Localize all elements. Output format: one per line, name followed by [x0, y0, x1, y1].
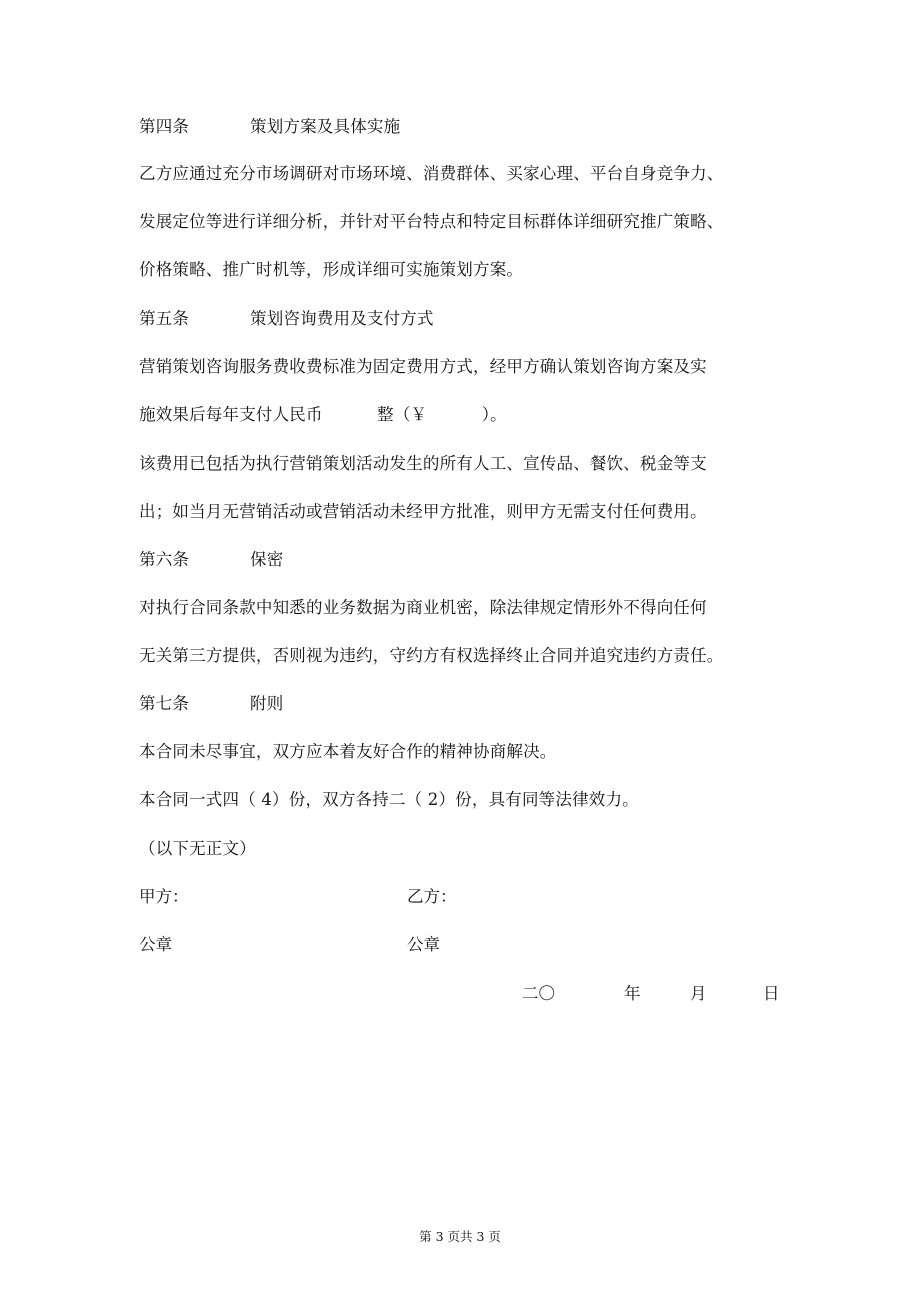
article7-number: 第七条 [139, 694, 190, 713]
article6-line-1: 对执行合同条款中知悉的业务数据为商业机密，除法律规定情形外不得向任何 [139, 598, 707, 617]
article5-line-2: 施效果后每年支付人民币 整（￥ ）。 [139, 405, 507, 424]
article7-line-2: 本合同一式四（ 4）份，双方各持二（ 2）份，具有同等法律效力。 [139, 790, 639, 809]
party-a-seal: 公章 [139, 935, 172, 954]
article4-title: 策划方案及具体实施 [250, 117, 401, 136]
article6-title: 保密 [250, 550, 284, 569]
end-note: （以下无正文） [139, 839, 256, 858]
page-footer: 第 3 页共 3 页 [419, 1229, 501, 1244]
article5-title: 策划咨询费用及支付方式 [250, 309, 434, 328]
article6-number: 第六条 [139, 550, 190, 569]
article7-line-1: 本合同未尽事宜，双方应本着友好合作的精神协商解决。 [139, 742, 557, 761]
article5-line-1: 营销策划咨询服务费收费标准为固定费用方式，经甲方确认策划咨询方案及实 [139, 357, 707, 376]
article6-line-2: 无关第三方提供，否则视为违约，守约方有权选择终止合同并追究违约方责任。 [139, 646, 724, 665]
article4-line-3: 价格策略、推广时机等，形成详细可实施策划方案。 [139, 260, 524, 279]
date-prefix: 二〇 [522, 984, 555, 1003]
article7-title: 附则 [250, 694, 284, 713]
article5-number: 第五条 [139, 309, 190, 328]
party-b-seal: 公章 [407, 935, 440, 954]
date-month: 月 [690, 984, 707, 1003]
article5-line-4: 出；如当月无营销活动或营销活动未经甲方批准，则甲方无需支付任何费用。 [139, 502, 707, 521]
party-a-label: 甲方： [139, 887, 189, 906]
party-b-label: 乙方： [407, 887, 457, 906]
article5-line-3: 该费用已包括为执行营销策划活动发生的所有人工、宣传品、餐饮、税金等支 [139, 454, 707, 473]
date-day: 日 [763, 984, 780, 1003]
date-year: 年 [624, 984, 641, 1003]
article4-line-2: 发展定位等进行详细分析，并针对平台特点和特定目标群体详细研究推广策略、 [139, 212, 724, 231]
article4-line-1: 乙方应通过充分市场调研对市场环境、消费群体、买家心理、平台自身竞争力、 [139, 164, 724, 183]
article4-number: 第四条 [139, 117, 190, 136]
